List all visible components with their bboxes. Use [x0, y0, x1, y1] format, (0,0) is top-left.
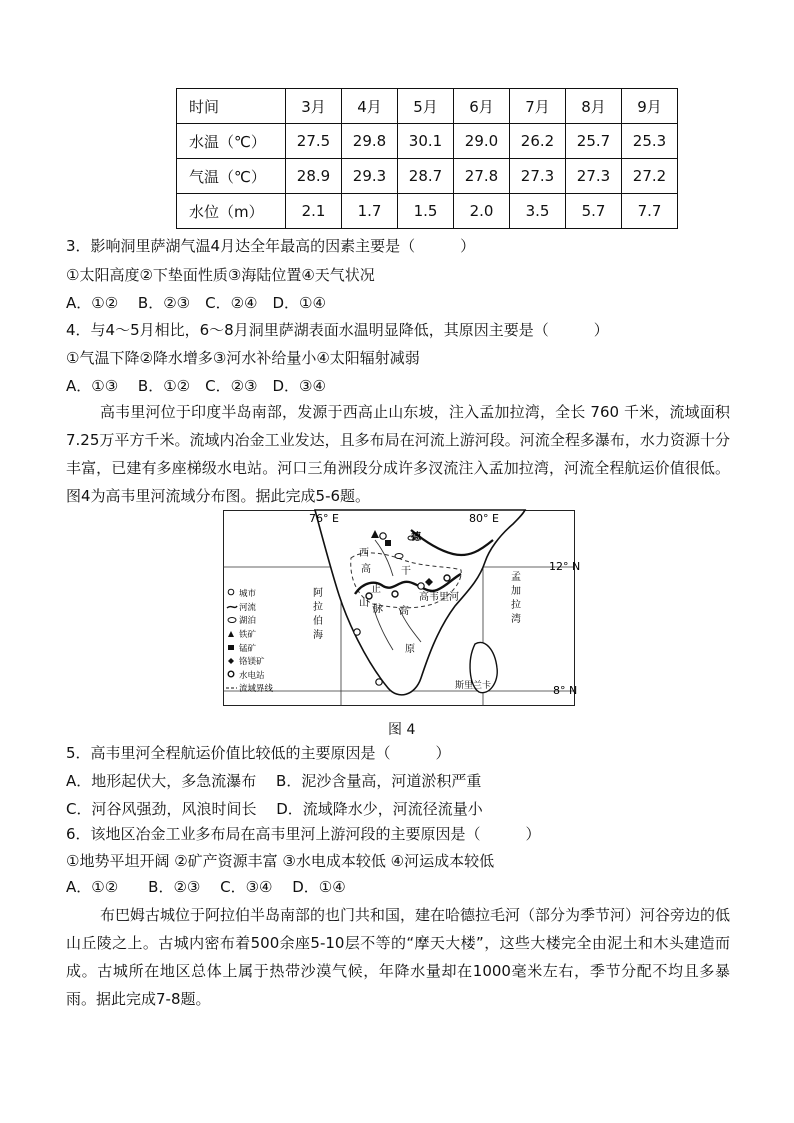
legend-manganese: 锰矿 — [239, 644, 257, 654]
table-cell: 水位（m） — [177, 194, 286, 229]
place-xi-label: 西 — [359, 548, 369, 559]
table-cell: 水温（℃） — [177, 124, 286, 159]
table-cell: 27.5 — [286, 124, 342, 159]
q5-stem: 5．高韦里河全程航运价值比较低的主要原因是（ ） — [66, 744, 451, 762]
table-cell: 1.5 — [398, 194, 454, 229]
table-cell: 29.3 — [342, 159, 398, 194]
table-cell: 25.3 — [622, 124, 678, 159]
srilanka-label: 斯里兰卡 — [455, 681, 492, 691]
table-cell: 27.3 — [510, 159, 566, 194]
table-cell: 2.1 — [286, 194, 342, 229]
q6-choices: A．①② B．②③ C．③④ D．①④ — [66, 878, 346, 896]
legend-lake-symbol — [228, 618, 236, 623]
place-yuan-label: 原 — [405, 644, 415, 655]
table-row — [177, 194, 678, 229]
manganese-mine-symbol — [385, 540, 391, 546]
legend-hydropower-symbol — [228, 671, 234, 677]
q4-stem: 4．与4～5月相比，6～8月洞里萨湖表面水温明显降低，其原因主要是（ ） — [66, 321, 609, 339]
table-cell: 25.7 — [566, 124, 622, 159]
table-header-cell: 8月 — [566, 89, 622, 124]
hydropower-symbol — [444, 575, 450, 581]
lat1-label: 12° N — [549, 560, 581, 573]
place-gan-label: 干 — [401, 566, 411, 577]
q5-option-cd: C．河谷风强劲，风浪时间长 D．流域降水少，河流径流量小 — [66, 800, 483, 818]
table-cell: 5.7 — [566, 194, 622, 229]
table-cell: 29.0 — [454, 124, 510, 159]
table-header-cell: 9月 — [622, 89, 678, 124]
legend-chromite: 铬镁矿 — [239, 657, 265, 667]
q3-choices: A．①② B．②③ C．②④ D．①④ — [66, 294, 326, 312]
q4-choices: A．①③ B．①② C．②③ D．③④ — [66, 377, 326, 395]
table-cell: 28.9 — [286, 159, 342, 194]
lat2-label: 8° N — [553, 684, 578, 697]
city-symbol — [380, 533, 386, 539]
table-cell: 气温（℃） — [177, 159, 286, 194]
legend-iron: 铁矿 — [239, 630, 257, 640]
legend-river: 河流 — [239, 603, 257, 613]
table-cell: 27.8 — [454, 159, 510, 194]
legend-lake: 湖泊 — [239, 616, 257, 626]
q5-option-ab: A．地形起伏大，多急流瀑布 B．泥沙含量高，河道淤积严重 — [66, 772, 482, 790]
city-symbol — [354, 629, 360, 635]
kaveri-basin-map — [223, 510, 581, 706]
table-header-cell: 3月 — [286, 89, 342, 124]
table-cell: 2.0 — [454, 194, 510, 229]
sea-west-label-char: 伯 — [313, 616, 323, 627]
figure-caption: 图 4 — [388, 722, 416, 738]
table-header-cell: 6月 — [454, 89, 510, 124]
city-symbol — [418, 583, 424, 589]
table-cell: 27.3 — [566, 159, 622, 194]
table-header-cell: 5月 — [398, 89, 454, 124]
q6-options: ①地势平坦开阔 ②矿产资源丰富 ③水电成本较低 ④河运成本较低 — [66, 852, 495, 870]
lake-symbol — [395, 554, 403, 559]
sea-west-label-char: 海 — [313, 630, 323, 641]
table-header-cell: 时间 — [177, 89, 286, 124]
q3-options: ①太阳高度②下垫面性质③海陆位置④天气状况 — [66, 266, 375, 284]
sea-west-label-char: 阿 — [313, 588, 323, 599]
sea-east-label-char: 孟 — [511, 572, 521, 583]
q6-stem: 6．该地区冶金工业多布局在高韦里河上游河段的主要原因是（ ） — [66, 825, 541, 843]
passage-yemen: 布巴姆古城位于阿拉伯半岛南部的也门共和国，建在哈德拉毛河（部分为季节河）河谷旁边的低山丘陵之上。古城内密布着500余座5-10层不等的“摩天大楼”，这些大楼完全由泥土和木头建造而成。古城所在地区总体上属于热带沙漠气候，年降水量却在1000毫米左右，季节分配不均且多暴雨。据此完成7-8题。 — [66, 906, 731, 1008]
place-zhi-label: 止 — [371, 584, 381, 595]
table-cell: 26.2 — [510, 124, 566, 159]
place-shan-label: 山 — [359, 598, 369, 609]
legend-hydropower: 水电站 — [239, 671, 265, 681]
table-cell: 1.7 — [342, 194, 398, 229]
legend-boundary: 流域界线 — [239, 684, 274, 694]
q3-stem: 3．影响洞里萨湖气温4月达全年最高的因素主要是（ ） — [66, 237, 476, 255]
sea-east-label-char: 加 — [511, 586, 521, 597]
map-figure — [223, 510, 581, 706]
table-cell: 27.2 — [622, 159, 678, 194]
table-cell: 29.8 — [342, 124, 398, 159]
table-cell: 30.1 — [398, 124, 454, 159]
table-cell: 7.7 — [622, 194, 678, 229]
lon1-label: 76° E — [309, 512, 339, 525]
table-header-row — [177, 89, 678, 124]
river-label: 高韦里河 — [419, 592, 459, 603]
legend-manganese-symbol — [228, 645, 234, 650]
sea-west-label-char: 拉 — [313, 602, 323, 613]
table-header-cell: 7月 — [510, 89, 566, 124]
table-row — [177, 159, 678, 194]
legend-city-symbol — [228, 589, 234, 595]
table-header-cell: 4月 — [342, 89, 398, 124]
table-cell: 3.5 — [510, 194, 566, 229]
city-symbol — [376, 679, 382, 685]
lon2-label: 80° E — [469, 512, 499, 525]
place-de-label: 德 — [411, 532, 421, 543]
sea-east-label-char: 拉 — [511, 600, 521, 611]
table-cell: 28.7 — [398, 159, 454, 194]
place-gao-label-1: 高 — [361, 564, 371, 575]
table-row — [177, 124, 678, 159]
data-table — [176, 88, 678, 229]
place-mai-label: 脉 — [373, 604, 383, 615]
place-gao-label-2: 高 — [399, 606, 409, 617]
q4-options: ①气温下降②降水增多③河水补给量小④太阳辐射减弱 — [66, 349, 420, 367]
legend-city: 城市 — [239, 589, 257, 599]
hydropower-symbol — [392, 591, 398, 597]
passage-kaveri: 高韦里河位于印度半岛南部，发源于西高止山东坡，注入孟加拉湾，全长 760 千米，流域面积7.25万平方千米。流域内冶金工业发达，且多布局在河流上游河段。河流全程多瀑布，水力资源十分丰富，已建有多座梯级水电站。河口三角洲段分成许多汊流注入孟加拉湾，河流全程航运价值很低。图4为高韦里河流域分布图。据此完成5-6题。 — [66, 403, 730, 505]
sea-east-label-char: 湾 — [511, 614, 521, 625]
